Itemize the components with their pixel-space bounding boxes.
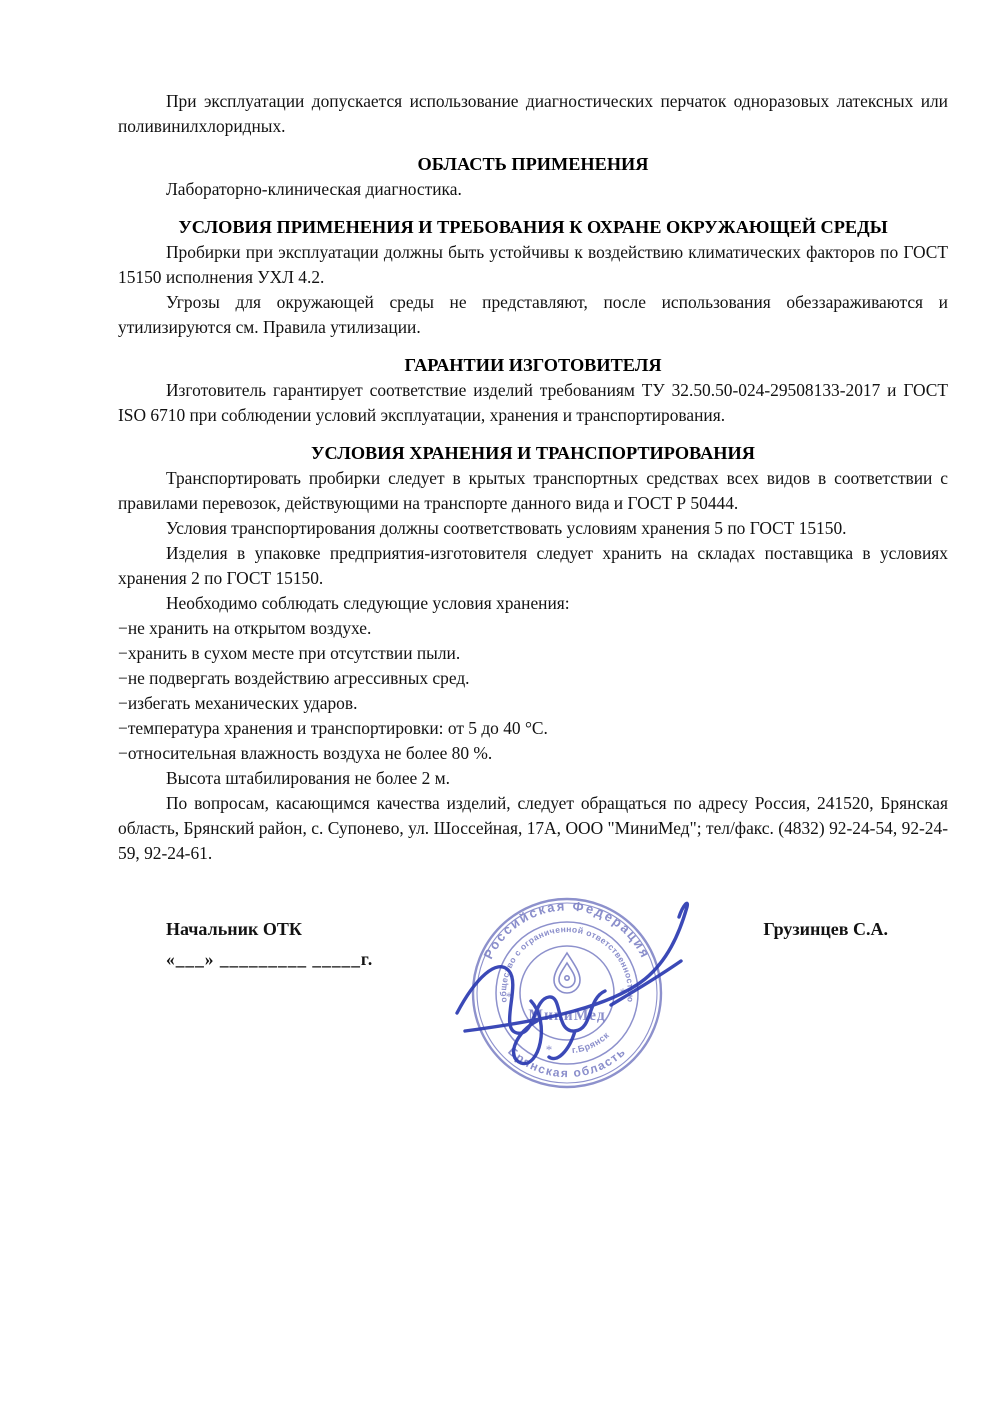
intro-paragraph: При эксплуатации допускается использование диагностических перчаток одноразовых латексных или поливинилхлоридных. (118, 91, 948, 136)
dash-marker: − (118, 743, 128, 763)
paragraph: Необходимо соблюдать следующие условия хранения: (166, 593, 570, 613)
stamp-separator-bottom: * (545, 1042, 553, 1057)
list-item-text: не подвергать воздействию агрессивных сред. (127, 668, 470, 688)
paragraph: Пробирки при эксплуатации должны быть устойчивы к воздействию климатических факторов по ГОСТ 15150 исполнения УХЛ 4.2. (118, 242, 948, 287)
list-item-text: относительная влажность воздуха не более 80 %. (127, 743, 493, 763)
dash-marker: − (118, 643, 128, 663)
paragraph: Транспортировать пробирки следует в крытых транспортных средствах всех видов в соответствии с правилами перевозок, действующими на транспорте данного вида и ГОСТ Р 50444. (118, 468, 948, 513)
storage-condition-item (118, 716, 948, 741)
section-heading-storage-transport: УСЛОВИЯ ХРАНЕНИЯ И ТРАНСПОРТИРОВАНИЯ (311, 443, 755, 463)
stamp-city-text: г.Брянск (571, 1029, 612, 1056)
list-item-text: избегать механических ударов. (127, 693, 358, 713)
signatory-name: Грузинцев С.А. (763, 919, 888, 939)
stamp-inner-ring-text: общество с ограниченной ответственностью (498, 924, 636, 1004)
stamp-outer-bottom-text: Брянская область (505, 1044, 629, 1081)
stamp-separator-left: * (505, 989, 513, 1004)
dash-marker: − (118, 693, 128, 713)
storage-condition-item (118, 691, 948, 716)
signature-left-block (166, 916, 373, 972)
paragraph: Лабораторно-клиническая диагностика. (166, 179, 462, 199)
section-heading-usage-environment: УСЛОВИЯ ПРИМЕНЕНИЯ И ТРЕБОВАНИЯ К ОХРАНЕ ОКРУЖАЮЩЕЙ СРЕДЫ (178, 217, 888, 237)
list-item-text: не хранить на открытом воздухе. (127, 618, 372, 638)
stamp-company-name: МиниМед (528, 1007, 606, 1024)
section-heading-application-area: ОБЛАСТЬ ПРИМЕНЕНИЯ (417, 154, 649, 174)
paragraph: Условия транспортирования должны соответствовать условиям хранения 5 по ГОСТ 15150. (166, 518, 847, 538)
signature-area (118, 916, 948, 972)
storage-condition-item (118, 666, 948, 691)
storage-condition-item (118, 641, 948, 666)
dash-marker: − (118, 618, 128, 638)
list-item-text: хранить в сухом месте при отсутствии пыли. (127, 643, 461, 663)
storage-condition-item (118, 616, 948, 641)
paragraph: Угрозы для окружающей среды не представляют, после использования обеззараживаются и утилизируются см. Правила утилизации. (118, 292, 948, 337)
stamp-outer-top-text: Российская Федерация (480, 898, 654, 962)
position-title: Начальник ОТК (166, 919, 302, 939)
date-blank-line: «___» _________ _____г. (166, 949, 374, 969)
dash-marker: − (118, 718, 128, 738)
storage-condition-item (118, 741, 948, 766)
paragraph: По вопросам, касающимся качества изделий, следует обращаться по адресу Россия, 241520, Брянская область, Брянский район, с. Супонево, ул. Шоссейная, 17А, ООО "МиниМед"; тел/факс. (4832) 92-24-54, 92-24-59, 92-24-61. (118, 793, 948, 863)
stamp-separator-right: * (619, 985, 627, 1000)
section-heading-manufacturer-warranty: ГАРАНТИИ ИЗГОТОВИТЕЛЯ (404, 355, 662, 375)
paragraph: Изготовитель гарантирует соответствие изделий требованиям ТУ 32.50.50-024-29508133-2017 и ГОСТ ISO 6710 при соблюдении условий эксплуатации, хранения и транспортирования. (118, 380, 948, 425)
list-item-text: температура хранения и транспортировки: от 5 до 40 °С. (127, 718, 548, 738)
paragraph: Высота штабилирования не более 2 м. (166, 768, 451, 788)
paragraph: Изделия в упаковке предприятия-изготовителя следует хранить на складах поставщика в условиях хранения 2 по ГОСТ 15150. (118, 543, 948, 588)
dash-marker: − (118, 668, 128, 688)
